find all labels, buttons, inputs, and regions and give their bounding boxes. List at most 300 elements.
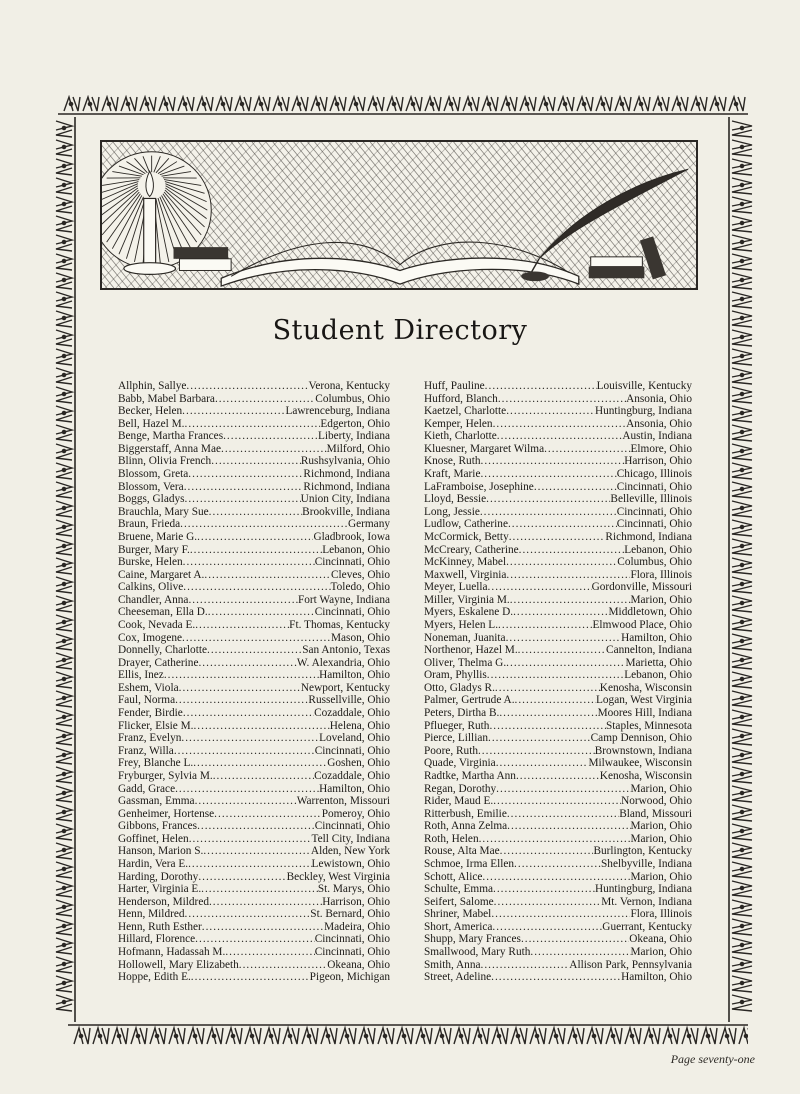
directory-entry <box>118 757 390 770</box>
dot-leader <box>506 405 595 418</box>
dot-leader <box>508 518 617 531</box>
dot-leader <box>225 946 314 959</box>
hometown: Toledo, Ohio <box>330 581 390 594</box>
directory-entry <box>118 632 390 645</box>
student-name: Ludlow, Catherine <box>424 518 508 531</box>
hometown: Burlington, Kentucky <box>593 845 692 858</box>
student-name: Rider, Maud E. <box>424 795 494 808</box>
hometown: Edgerton, Ohio <box>320 417 390 430</box>
student-name: Quade, Virginia <box>424 757 496 770</box>
hometown: Milford, Ohio <box>326 442 390 455</box>
hometown: Cincinnati, Ohio <box>616 505 692 518</box>
student-name: Cook, Nevada E. <box>118 618 196 631</box>
hometown: Cincinnati, Ohio <box>616 518 692 531</box>
hometown: Hamilton, Ohio <box>319 782 390 795</box>
dot-leader <box>185 908 311 921</box>
hometown: Lebanon, Ohio <box>322 543 390 556</box>
directory-entry <box>424 619 692 632</box>
student-name: Myers, Eskalene D. <box>424 606 514 619</box>
student-name: Harding, Dorothy <box>118 870 199 883</box>
hometown: Cleves, Ohio <box>331 568 390 581</box>
dot-leader <box>494 896 602 909</box>
student-name: Chandler, Anna <box>118 593 189 606</box>
hometown: Staples, Minnesota <box>606 719 692 732</box>
student-name: Blossom, Greta <box>118 468 189 481</box>
directory-entry <box>424 732 692 745</box>
hometown: Richmond, Indiana <box>303 480 390 493</box>
directory-entry <box>424 682 692 695</box>
student-name: Maxwell, Virginia <box>424 568 507 581</box>
hometown: Belleville, Illinois <box>610 493 692 506</box>
student-name: Biggerstaff, Anna Mae <box>118 442 222 455</box>
directory-entry <box>118 682 390 695</box>
student-name: Eshem, Viola <box>118 681 179 694</box>
student-name: Henn, Ruth Esther <box>118 920 202 933</box>
directory-entry <box>118 745 390 758</box>
student-name: Northenor, Hazel M. <box>424 644 518 657</box>
dot-leader <box>516 770 600 783</box>
dot-leader <box>489 720 606 733</box>
dot-leader <box>521 933 629 946</box>
student-name: Pierce, Lillian <box>424 732 488 745</box>
directory-entry <box>424 808 692 821</box>
dot-leader <box>185 418 321 431</box>
student-name: Oliver, Thelma G. <box>424 656 507 669</box>
student-name: Blossom, Vera <box>118 480 184 493</box>
hometown: Cincinnati, Ohio <box>314 820 390 833</box>
hometown: Marion, Ohio <box>630 832 692 845</box>
student-name: Drayer, Catherine <box>118 656 199 669</box>
dot-leader <box>506 657 625 670</box>
directory-entry <box>424 531 692 544</box>
dot-leader <box>185 493 301 506</box>
hometown: Moores Hill, Indiana <box>597 707 692 720</box>
dot-leader <box>496 783 630 796</box>
dot-leader <box>478 745 595 758</box>
page-number: Page seventy-one <box>670 1052 755 1066</box>
dot-leader <box>209 896 322 909</box>
hometown: Germany <box>347 518 390 531</box>
hometown: Huntingburg, Indiana <box>594 883 692 896</box>
dot-leader <box>215 393 315 406</box>
dot-leader <box>507 808 619 821</box>
hometown: Hamilton, Ohio <box>621 631 692 644</box>
student-name: Gassman, Emma <box>118 795 195 808</box>
directory-entry <box>118 531 390 544</box>
page-title: Student Directory <box>272 315 528 346</box>
directory-entry <box>424 430 692 443</box>
hometown: Flora, Illinois <box>630 568 692 581</box>
hometown: St. Bernard, Ohio <box>310 908 390 921</box>
student-name: Hardin, Vera E. <box>118 857 189 870</box>
dot-leader <box>179 682 301 695</box>
directory-right-column <box>424 380 692 984</box>
hometown: Helena, Ohio <box>329 719 390 732</box>
directory-entry <box>424 783 692 796</box>
student-name: Ellis, Inez <box>118 669 164 682</box>
directory-entry <box>424 443 692 456</box>
directory-left-column <box>118 380 390 984</box>
directory-entry <box>424 644 692 657</box>
hometown: Verona, Kentucky <box>308 380 390 392</box>
dot-leader <box>213 770 314 783</box>
directory-entry <box>424 770 692 783</box>
hometown: Rushsylvania, Ohio <box>300 455 390 468</box>
directory-entry <box>118 833 390 846</box>
dot-leader <box>530 946 630 959</box>
hometown: Columbus, Ohio <box>315 392 390 405</box>
hometown: Okeana, Ohio <box>327 958 390 971</box>
dot-leader <box>174 745 315 758</box>
dot-leader <box>175 694 308 707</box>
top-border-ornament <box>58 95 748 117</box>
directory-entry <box>424 455 692 468</box>
dot-leader <box>509 531 606 544</box>
hometown: Cincinnati, Ohio <box>314 606 390 619</box>
hometown: Gordonville, Missouri <box>591 581 692 594</box>
dot-leader <box>493 883 595 896</box>
hometown: Shelbyville, Indiana <box>601 857 692 870</box>
student-name: Cox, Imogene <box>118 631 183 644</box>
student-name: Pflueger, Ruth <box>424 719 490 732</box>
hometown: Marietta, Ohio <box>625 656 692 669</box>
student-name: Smallwood, Mary Ruth <box>424 946 531 959</box>
dot-leader <box>193 720 329 733</box>
student-name: Bell, Hazel M. <box>118 417 185 430</box>
dot-leader <box>507 820 630 833</box>
student-name: Braun, Frieda <box>118 518 181 531</box>
directory-entry <box>118 871 390 884</box>
directory-entry <box>424 544 692 557</box>
directory-entry <box>118 908 390 921</box>
hometown: Madeira, Ohio <box>324 920 390 933</box>
directory-entry <box>118 820 390 833</box>
student-name: Brauchla, Mary Sue <box>118 505 209 518</box>
hometown: Hamilton, Ohio <box>621 971 692 984</box>
hometown: Camp Dennison, Ohio <box>590 732 692 745</box>
student-name: Franz, Willa <box>118 744 174 757</box>
directory-entry <box>424 632 692 645</box>
student-name: Flicker, Elsie M. <box>118 719 194 732</box>
hometown: Fort Wayne, Indiana <box>297 593 390 606</box>
directory-entry <box>118 493 390 506</box>
student-name: Huff, Pauline <box>424 380 485 392</box>
directory-entry <box>424 971 692 984</box>
directory-entry <box>424 380 692 393</box>
directory-entry <box>118 418 390 431</box>
dot-leader <box>481 455 625 468</box>
directory-entry <box>118 720 390 733</box>
student-name: Miller, Virginia M. <box>424 593 510 606</box>
dot-leader <box>188 858 311 871</box>
student-name: Harter, Virginia E. <box>118 883 202 896</box>
directory-entry <box>118 694 390 707</box>
directory-entry <box>118 933 390 946</box>
hometown: Columbus, Ohio <box>617 556 692 569</box>
hometown: Cannelton, Indiana <box>606 644 692 657</box>
student-name: Shupp, Mary Frances <box>424 933 521 946</box>
student-name: Fender, Birdie <box>118 707 183 720</box>
dot-leader <box>195 795 297 808</box>
student-name: Roth, Helen <box>424 832 479 845</box>
hometown: Marion, Ohio <box>630 870 692 883</box>
dot-leader <box>208 606 315 619</box>
hometown: Austin, Indiana <box>622 430 692 443</box>
student-name: Short, America <box>424 920 493 933</box>
student-name: Regan, Dorothy <box>424 782 497 795</box>
hometown: Norwood, Ohio <box>621 795 692 808</box>
directory-entry <box>118 971 390 984</box>
student-name: Knose, Ruth <box>424 455 481 468</box>
directory-entry <box>424 694 692 707</box>
directory-entry <box>118 946 390 959</box>
student-name: Hillard, Florence <box>118 933 196 946</box>
dot-leader <box>193 757 327 770</box>
student-name: Faul, Norma <box>118 694 176 707</box>
hometown: Harrison, Ohio <box>624 455 692 468</box>
dot-leader <box>480 468 616 481</box>
directory-entry <box>118 380 390 393</box>
dot-leader <box>493 795 621 808</box>
dot-leader <box>197 531 313 544</box>
dot-leader <box>221 443 327 456</box>
hometown: Okeana, Ohio <box>629 933 692 946</box>
directory-entry <box>118 481 390 494</box>
directory-entry <box>118 569 390 582</box>
directory-entry <box>424 946 692 959</box>
directory-entry <box>118 443 390 456</box>
student-name: Schott, Alice <box>424 870 483 883</box>
directory-entry <box>118 506 390 519</box>
hometown: Newport, Kentucky <box>300 681 390 694</box>
directory-entry <box>424 745 692 758</box>
directory-entry <box>424 871 692 884</box>
header-illustration <box>100 140 698 290</box>
student-name: Fryburger, Sylvia M. <box>118 769 213 782</box>
dot-leader <box>544 443 630 456</box>
student-name: Roth, Anna Zelma <box>424 820 508 833</box>
directory-entry <box>424 795 692 808</box>
dot-leader <box>497 430 623 443</box>
student-name: Noneman, Juanita <box>424 631 506 644</box>
student-name: Peters, Dirtha B. <box>424 707 500 720</box>
student-name: LaFramboise, Josephine <box>424 480 534 493</box>
dot-leader <box>198 871 286 884</box>
directory-entry <box>118 783 390 796</box>
dot-leader <box>188 468 303 481</box>
directory-entry <box>424 657 692 670</box>
hometown: Elmore, Ohio <box>630 442 692 455</box>
dot-leader <box>493 418 627 431</box>
student-name: Rouse, Alta Mae <box>424 845 500 858</box>
hometown: Tell City, Indiana <box>311 832 390 845</box>
student-name: McCormick, Betty <box>424 530 509 543</box>
hometown: Cozaddale, Ohio <box>314 707 390 720</box>
hometown: Elmwood Place, Ohio <box>592 618 692 631</box>
directory-entry <box>424 959 692 972</box>
student-name: Street, Adeline <box>424 971 492 984</box>
directory-entry <box>424 506 692 519</box>
student-name: Hanson, Marion S. <box>118 845 204 858</box>
student-name: Gadd, Grace <box>118 782 176 795</box>
hometown: W. Alexandria, Ohio <box>296 656 390 669</box>
student-name: Myers, Helen L. <box>424 618 499 631</box>
dot-leader <box>188 594 297 607</box>
directory-entry <box>424 393 692 406</box>
dot-leader <box>195 933 315 946</box>
dot-leader <box>190 544 322 557</box>
dot-leader <box>495 682 600 695</box>
student-name: Otto, Gladys R. <box>424 681 495 694</box>
dot-leader <box>201 883 318 896</box>
directory-entry <box>118 959 390 972</box>
hometown: Bland, Missouri <box>619 807 692 820</box>
hometown: Richmond, Indiana <box>303 468 390 481</box>
directory-entry <box>118 657 390 670</box>
dot-leader <box>485 380 597 393</box>
hometown: Cincinnati, Ohio <box>314 556 390 569</box>
hometown: Milwaukee, Wisconsin <box>588 757 692 770</box>
directory-entry <box>424 581 692 594</box>
dot-leader <box>182 405 285 418</box>
directory-entry <box>118 455 390 468</box>
hometown: Kenosha, Wisconsin <box>599 769 692 782</box>
student-name: Kemper, Helen <box>424 417 493 430</box>
student-name: Kraft, Marie <box>424 468 481 481</box>
directory-entry <box>424 757 692 770</box>
dot-leader <box>486 493 610 506</box>
directory-entry <box>118 707 390 720</box>
dot-leader <box>195 619 289 632</box>
hometown: St. Marys, Ohio <box>317 883 390 896</box>
directory-entry <box>424 418 692 431</box>
hometown: Russellville, Ohio <box>308 694 390 707</box>
dot-leader <box>183 581 330 594</box>
directory-entry <box>118 669 390 682</box>
directory-entry <box>118 544 390 557</box>
directory-entry <box>424 833 692 846</box>
dot-leader <box>191 971 310 984</box>
dot-leader <box>164 669 319 682</box>
dot-leader <box>181 732 319 745</box>
hometown: Kenosha, Wisconsin <box>599 681 692 694</box>
student-name: Smith, Anna <box>424 958 481 971</box>
dot-leader <box>487 669 624 682</box>
student-name: Ritterbush, Emilie <box>424 807 507 820</box>
directory-entry <box>424 933 692 946</box>
directory-entry <box>424 921 692 934</box>
directory-entry <box>424 858 692 871</box>
dot-leader <box>515 694 596 707</box>
directory-entry <box>118 858 390 871</box>
student-name: Bruene, Marie G. <box>118 530 198 543</box>
student-name: Babb, Mabel Barbara <box>118 392 215 405</box>
hometown: San Antonio, Texas <box>302 644 390 657</box>
bottom-border-ornament <box>68 1022 748 1046</box>
directory-entry <box>118 644 390 657</box>
directory-entry <box>118 518 390 531</box>
dot-leader <box>506 632 622 645</box>
student-name: Calkins, Olive <box>118 581 184 594</box>
student-name: Burger, Mary F. <box>118 543 190 556</box>
dot-leader <box>186 380 308 393</box>
dot-leader <box>479 833 631 846</box>
hometown: Guerrant, Kentucky <box>602 920 692 933</box>
student-name: Franz, Evelyn <box>118 732 182 745</box>
student-name: Cheeseman, Ella D. <box>118 606 208 619</box>
hometown: Lebanon, Ohio <box>624 543 692 556</box>
student-name: Seifert, Salome <box>424 895 494 908</box>
student-name: Caine, Margaret A. <box>118 568 205 581</box>
hometown: Brookville, Indiana <box>302 505 390 518</box>
dot-leader <box>488 581 592 594</box>
hometown: Cincinnati, Ohio <box>314 946 390 959</box>
dot-leader <box>203 845 311 858</box>
hometown: Lawrenceburg, Indiana <box>285 405 390 418</box>
student-name: Benge, Martha Frances <box>118 430 224 443</box>
hometown: Pomeroy, Ohio <box>321 807 390 820</box>
directory-entry <box>424 896 692 909</box>
dot-leader <box>514 858 601 871</box>
directory-entry <box>424 908 692 921</box>
directory-entry <box>118 468 390 481</box>
hometown: Liberty, Indiana <box>317 430 390 443</box>
student-name: Boggs, Gladys <box>118 493 185 506</box>
dot-leader <box>207 644 302 657</box>
directory-entry <box>424 518 692 531</box>
dot-leader <box>481 959 570 972</box>
student-name: Genheimer, Hortense <box>118 807 215 820</box>
dot-leader <box>202 921 324 934</box>
dot-leader <box>480 506 617 519</box>
dot-leader <box>183 556 315 569</box>
dot-leader <box>189 833 312 846</box>
directory-entry <box>118 594 390 607</box>
hometown: Cincinnati, Ohio <box>314 933 390 946</box>
hometown: Louisville, Kentucky <box>596 380 692 392</box>
student-name: McCreary, Catherine <box>424 543 519 556</box>
student-name: Shriner, Mabel <box>424 908 492 921</box>
dot-leader <box>496 757 589 770</box>
directory-entry <box>424 707 692 720</box>
student-name: Palmer, Gertrude A. <box>424 694 515 707</box>
directory-entry <box>118 393 390 406</box>
directory-entry <box>118 430 390 443</box>
hometown: Loveland, Ohio <box>319 732 390 745</box>
dot-leader <box>513 606 608 619</box>
hometown: Cozaddale, Ohio <box>314 769 390 782</box>
directory-entry <box>424 405 692 418</box>
dot-leader <box>184 481 304 494</box>
directory-entry <box>424 481 692 494</box>
student-name: Hollowell, Mary Elizabeth <box>118 958 239 971</box>
student-name: Burske, Helen <box>118 556 183 569</box>
directory-entry <box>424 845 692 858</box>
directory-entry <box>118 921 390 934</box>
hometown: Hamilton, Ohio <box>319 669 390 682</box>
hometown: Warrenton, Missouri <box>296 795 390 808</box>
dot-leader <box>491 908 630 921</box>
hometown: Ft. Thomas, Kentucky <box>289 618 390 631</box>
student-name: Oram, Phyllis <box>424 669 487 682</box>
directory-entry <box>424 720 692 733</box>
directory-entry <box>424 594 692 607</box>
student-name: Kieth, Charlotte <box>424 430 497 443</box>
student-name: Gibbons, Frances <box>118 820 198 833</box>
dot-leader <box>175 783 319 796</box>
hometown: Allison Park, Pennsylvania <box>569 958 692 971</box>
directory-entry <box>118 795 390 808</box>
